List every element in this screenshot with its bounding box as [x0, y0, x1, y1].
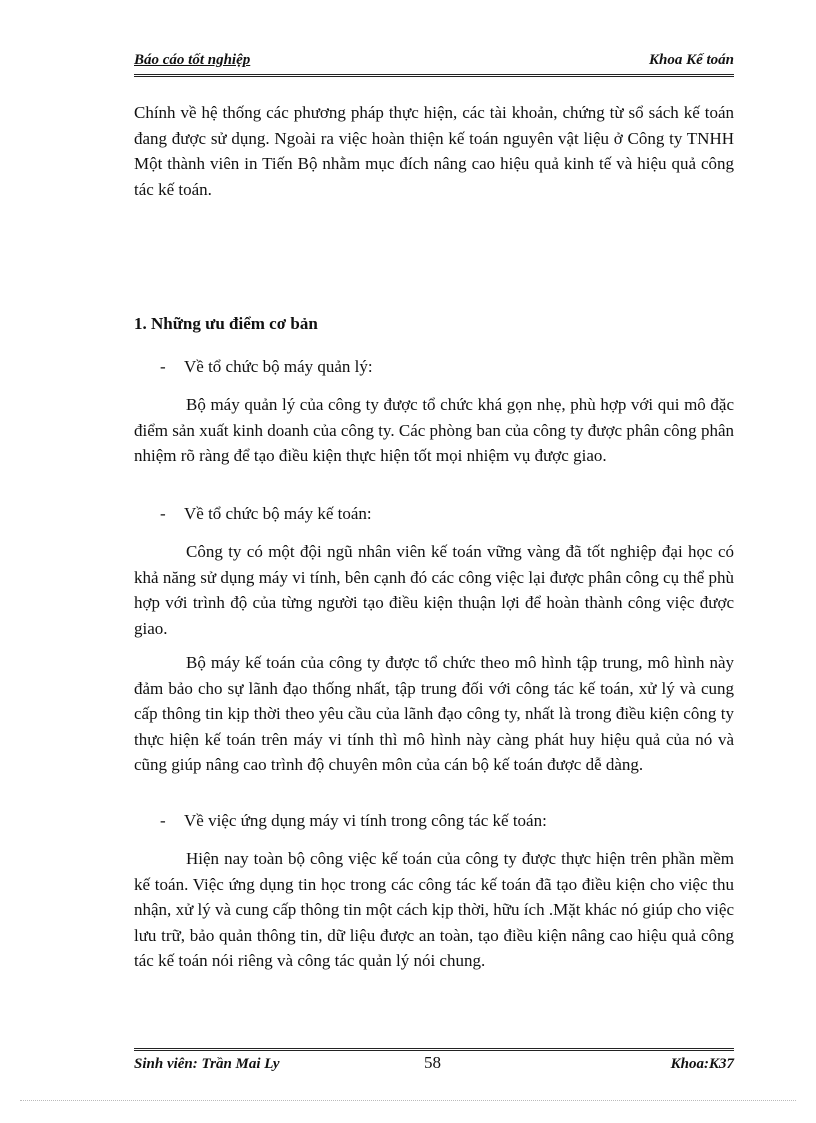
bullet-dash: - — [160, 811, 166, 830]
footer-student-name: Sinh viên: Trần Mai Ly — [134, 1056, 280, 1072]
paragraph-computer-software: Hiện nay toàn bộ công việc kế toán của công ty được thực hiện trên phần mềm kế toán. Việc ứng dụng tin học trong các công tác kế toán đã tạo điều kiện cho việc thu nhận, xử lý và cung cấp thông tin một cách kịp thời, hữu ích .Mặt khác nó giúp cho việc lưu trữ, bảo quản thông tin, dữ liệu được an toàn, tạo điều kiện nâng cao hiệu quả công tác kế toán nói riêng và công tác quản lý nói chung. — [134, 849, 734, 970]
bullet-computer-application — [160, 811, 547, 831]
bullet-label: Về tổ chức bộ máy kế toán: — [184, 504, 372, 523]
section-heading: 1. Những ưu điểm cơ bản — [134, 314, 318, 333]
page-header — [134, 50, 734, 77]
bullet-dash: - — [160, 504, 166, 523]
bullet-label: Về tổ chức bộ máy quản lý: — [184, 357, 373, 376]
bullet-dash: - — [160, 357, 166, 376]
paragraph-accounting-staff: Công ty có một đội ngũ nhân viên kế toán vững vàng đã tốt nghiệp đại học có khả năng sử dụng máy vi tính, bên cạnh đó các công việc lại được phân công cụ thể phù hợp với trình độ của từng người tạo điều kiện thuận lợi để hoàn thành công việc được giao. — [134, 542, 734, 638]
paragraph-accounting-model: Bộ máy kế toán của công ty được tổ chức theo mô hình tập trung, mô hình này đảm bảo cho sự lãnh đạo thống nhất, tập trung đối với công tác kế toán, xử lý và cung cấp thông tin kịp thời theo yêu cầu của lãnh đạo công ty, nhất là trong điều kiện công ty thực hiện kế toán trên máy vi tính thì mô hình này càng phát huy hiệu quả của nó và cũng giúp nâng cao trình độ chuyên môn của cán bộ kế toán được dễ dàng. — [134, 653, 734, 774]
intro-paragraph: Chính về hệ thống các phương pháp thực hiện, các tài khoản, chứng từ sổ sách kế toán đang được sử dụng. Ngoài ra việc hoàn thiện kế toán nguyên vật liệu ở Công ty TNHH Một thành viên in Tiến Bộ nhằm mục đích nâng cao hiệu quả kinh tế và hiệu quả công tác kế toán. — [134, 103, 734, 199]
bullet-label: Về việc ứng dụng máy vi tính trong công tác kế toán: — [184, 811, 547, 830]
header-faculty: Khoa Kế toán — [648, 52, 734, 68]
page-footer — [134, 1048, 734, 1077]
bullet-management-structure — [160, 357, 373, 377]
page-bottom-divider — [20, 1100, 796, 1101]
bullet-accounting-structure — [160, 504, 372, 524]
footer-page-number: 58 — [424, 1053, 441, 1072]
paragraph-management: Bộ máy quản lý của công ty được tổ chức khá gọn nhẹ, phù hợp với qui mô đặc điểm sản xuất kinh doanh của công ty. Các phòng ban của công ty được phân công phân nhiệm rõ ràng để tạo điều kiện thực hiện tốt mọi nhiệm vụ được giao. — [134, 395, 734, 465]
footer-class: Khoa:K37 — [670, 1056, 734, 1072]
header-report-title: Báo cáo tốt nghiệp — [134, 52, 251, 68]
